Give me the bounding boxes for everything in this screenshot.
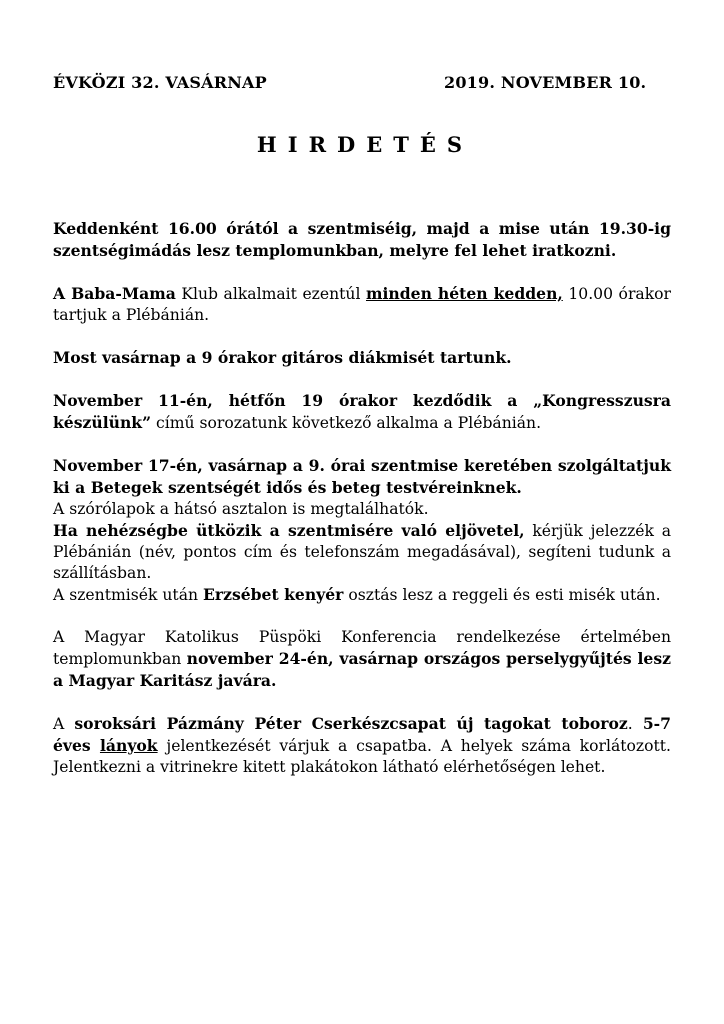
- bread-text-b: osztás lesz a reggeli és esti misék után.: [343, 586, 661, 604]
- date: 2019. NOVEMBER 10.: [444, 73, 647, 92]
- guitar-mass-text: Most vasárnap a 9 órakor gitáros diákmisét tartunk.: [53, 348, 512, 367]
- announcement-collection: [53, 627, 671, 692]
- announcement-congress-series: [53, 390, 671, 434]
- scouts-girls: lányok: [99, 736, 158, 755]
- club-name: A Baba-Mama: [53, 284, 176, 303]
- adoration-text: Keddenként 16.00 órától a szentmiséig, majd a mise után 19.30-ig szentségimádás lesz templomunkban, melyre fel lehet iratkozni.: [53, 219, 671, 260]
- scouts-text-b: .: [627, 715, 643, 733]
- bread-line: [53, 584, 671, 606]
- liturgical-day: ÉVKÖZI 32. VASÁRNAP: [53, 73, 267, 92]
- announcement-baby-mama-club: [53, 283, 671, 326]
- scouts-text-c: jelentkezését várjuk a csapatba. A helyek száma korlátozott. Jelentkezni a vitrinekre kitett plakátokon látható elérhetőségen lehet.: [53, 737, 671, 776]
- transport-bold: Ha nehézségbe ütközik a szentmisére való eljövetel,: [53, 521, 525, 540]
- bread-text-a: A szentmisék után: [53, 586, 203, 604]
- leaflet-text: A szórólapok a hátsó asztalon is megtalálhatók.: [53, 500, 429, 518]
- bread-name: Erzsébet kenyér: [203, 585, 344, 604]
- anointing-line: [53, 455, 671, 499]
- club-text: Klub alkalmait ezentúl: [175, 285, 366, 303]
- announcement-guitar-mass: [53, 347, 671, 369]
- congress-title: November 11-én, hétfőn 19 órakor kezdődik a „Kongresszusra készülünk”: [53, 391, 671, 432]
- club-time: 10.00 órakor tartjuk a Plébánián.: [53, 285, 671, 324]
- announcement-anointing: [53, 455, 671, 606]
- transport-text: kérjük jelezzék a Plébánián (név, pontos cím és telefonszám megadásával), segíteni tudunk a szállításban.: [53, 522, 672, 582]
- scouts-text-a: A: [53, 715, 75, 733]
- announcement-adoration: [53, 218, 671, 262]
- scouts-name: soroksári Pázmány Péter Cserkészcsapat új tagokat toboroz: [74, 714, 628, 733]
- scouts-age: 5-7 éves: [53, 714, 672, 755]
- anointing-text: November 17-én, vasárnap a 9. órai szentmise keretében szolgáltatjuk ki a Betegek szentségét idős és beteg testvéreinknek.: [53, 456, 671, 497]
- collection-bold: november 24-én, vasárnap országos perselygyűjtés lesz a Magyar Karitász javára.: [53, 649, 671, 690]
- congress-text: című sorozatunk következő alkalma a Plébánián.: [151, 414, 542, 432]
- club-schedule: minden héten kedden,: [365, 284, 563, 303]
- announcement-scouts: [53, 713, 671, 778]
- collection-text: A Magyar Katolikus Püspöki Konferencia rendelkezése értelmében templomunkban: [53, 628, 671, 668]
- page-title: HIRDETÉS: [256, 132, 474, 157]
- announcement-body: [53, 218, 671, 799]
- leaflet-line: [53, 499, 671, 520]
- transport-line: [53, 520, 671, 584]
